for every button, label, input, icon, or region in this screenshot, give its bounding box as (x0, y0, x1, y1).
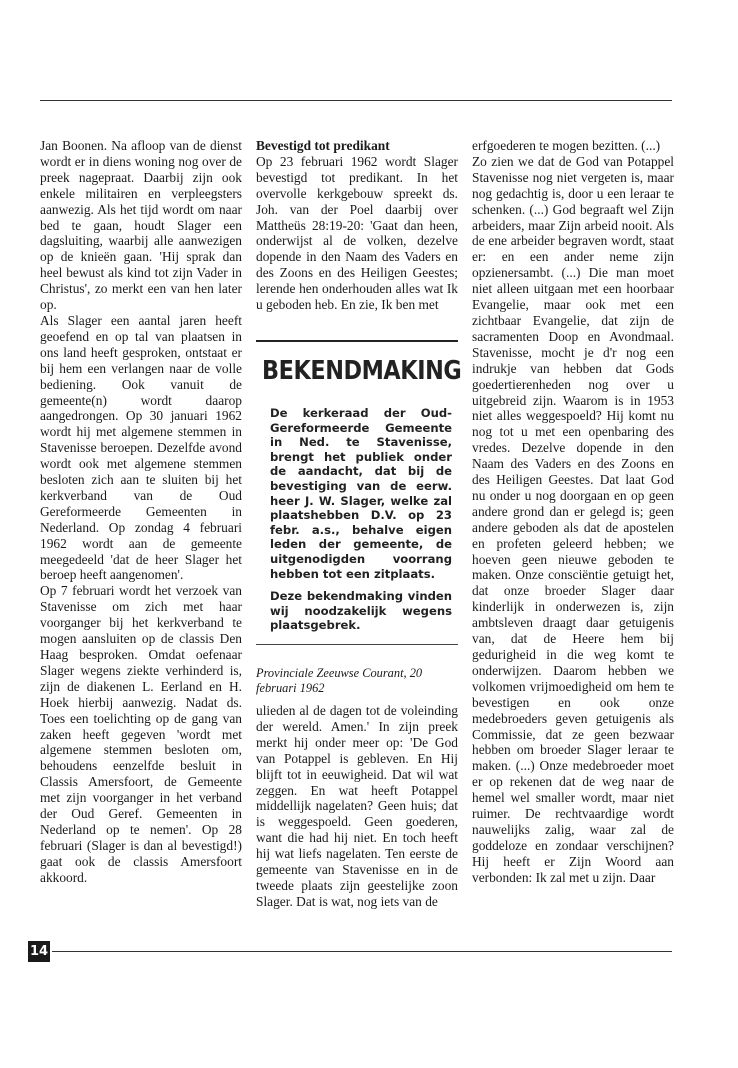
clipping-caption: Provinciale Zeeuwse Courant, 20 februari 1962 (256, 666, 423, 695)
column-3 (472, 138, 674, 886)
column-3-paragraph-1: erfgoederen te mogen bezitten. (...) (472, 138, 661, 153)
column-2-top (256, 138, 458, 313)
column-1-paragraph-1: Jan Boonen. Na afloop van de dienst wordt er in diens woning nog over de preek nagepraat. Daarbij zijn ook enkele militairen en verpleegsters aanwezig. Als het tijd wordt om naar bed te gaan, houdt Slager een dagsluiting, waarbij alle aanwezigen op de knieën gaan. 'Hij sprak dan heel bewust als kind tot zijn Vader in Christus', zo merkt een van hen later op. (40, 138, 242, 313)
column-1 (40, 138, 242, 886)
page-number: 14 (28, 941, 50, 962)
newspaper-clipping (256, 340, 462, 645)
clipping-title: BEKENDMAKING (262, 356, 462, 386)
column-1-paragraph-3: Op 7 februari wordt het verzoek van Stavenisse om zich met haar voorganger bij het kerkverband te mogen aansluiten op de classis Den Haag besproken. Omdat oefenaar Slager wegens ziekte verhinderd is, zijn de diakenen L. Eerland en H. Hoek hierbij aanwezig. Nadat ds. Toes een toelichting op de gang van zaken heeft gegeven 'wordt met algemene stemmen besloten om, behoudens eenzelfde besluit in Classis Amersfoort, de Gemeente met zijn voorganger in het verband der Oud Geref. Gemeenten in Nederland op te nemen'. Op 28 februari (Slager is dan al bevestigd!) gaat ook de classis Amersfoort akkoord. (40, 583, 242, 885)
bottom-rule (52, 951, 672, 952)
column-3-paragraph-2: Zo zien we dat de God van Potappel Stavenisse nog niet vergeten is, maar nog gedachtig is, door u een leraar te schenken. (...) God begraaft wel Zijn arbeiders, maar Zijn arbeid nooit. Als de ene arbeider begraven wordt, staat er: en een ander neme zijn opzienersambt. (...) Die man moet niet alleen uitgaan met een hoorbaar Evangelie, maar ook met een zichtbaar Evangelie, dat zijn de sacramenten Doop en Avondmaal. Stavenisse, mocht je d'r nog een indrukje van hebben dat Gods goedertierenheden nog over u uitgebreid zijn. Waarom is in 1953 niet alles weggespoeld? Hij komt nu nog tot u met een openbaring des vredes. Dezelve dopende in den Naam des Vaders en des Zoons en des Heiligen Geestes. Dat laat God nu onder u nog doorgaan en op geen andere grond dan er gelegd is; geen andere geboden als dat de apostelen en profeten geleerd hebben; we hoeven geen nieuwe geboden te maken. Onze consciëntie getuigt het, dat onze broeder Slager daar kinderlijk in onderwezen is, zijn ambtsleven draagt daar getuigenis van, dat de Heere hem bij gedurigheid in die weg komt te onderwijzen. Daarom hebben we volkomen vrijmoedigheid om hem te bevestigen en ook onze medebroeders geven getuigenis als Commissie, dat ze geen bezwaar hebben om broeder Slager leraar te maken. (...) Onze medebroeder moet er op rekenen dat de weg naar de hemel wel smaller wordt, maar niet ruimer. De rechtvaardige wordt nauwelijks zalig, waar zal de goddeloze en zondaar verschijnen? Hij heeft er Zijn Woord aan verbonden: Ik zal met u zijn. Daar (472, 153, 674, 885)
top-rule (40, 100, 672, 101)
column-2-bottom-text: ulieden al de dagen tot de voleinding der wereld. Amen.' In zijn preek merkt hij onder meer op: 'De God van Potappel is gebleven. En Hij blijft tot in eeuwigheid. Dat wil wat zeggen. En wat heeft Potappel middellijk nagelaten? Geen huis; dat is weggespoeld. Geen goederen, want die had hij niet. En toch heeft hij wat liefs nagelaten. Ten eerste de gemeente van Stavenisse en in de tweede plaats zijn geestelijke zoon Slager. Dat is wat, nog iets van de (256, 703, 458, 909)
column-2-top-text: Op 23 februari 1962 wordt Slager bevestigd tot predikant. In het overvolle kerkgebouw spreekt ds. Joh. van der Poel daarbij over Mattheüs 28:19-20: 'Gaat dan heen, onderwijst al de volken, dezelve dopende in den Naam des Vaders en des Zoons en des Heiligen Geestes; lerende hen onderhouden alles wat Ik u geboden heb. En zie, Ik ben met (256, 153, 458, 313)
column-2-bottom (256, 703, 458, 910)
clipping-body: De kerkeraad der Oud-Gereformeerde Gemeente in Ned. te Stavenisse, brengt het publiek onder de aandacht, dat bij de bevestiging van de eerw. heer J. W. Slager, welke zal plaatshebben D.V. op 23 febr. a.s., behalve eigen leden der gemeente, de uitgenodigden voorrang hebben tot een zitplaats. (270, 406, 452, 581)
section-heading: Bevestigd tot predikant (256, 138, 390, 153)
column-1-paragraph-2: Als Slager een aantal jaren heeft geoefend en op tal van plaatsen in ons land heeft gesproken, ontstaat er bij hem een verlangen naar de volle bediening. Ook vanuit de gemeente(n) wordt daarop aangedrongen. Op 30 januari 1962 wordt hij met algemene stemmen in Stavenisse beroepen. Dezelfde avond wordt ook met algemene stemmen besloten zich aan te sluiten bij het kerkverband van de Oud Gereformeerde Gemeenten in Nederland. Op zondag 4 februari 1962 wordt aan de gemeente meegedeeld 'dat de heer Slager het beroep heeft aangenomen'. (40, 312, 242, 583)
clipping-note: Deze bekendmaking vinden wij noodzakelijk wegens plaatsgebrek. (270, 589, 452, 633)
